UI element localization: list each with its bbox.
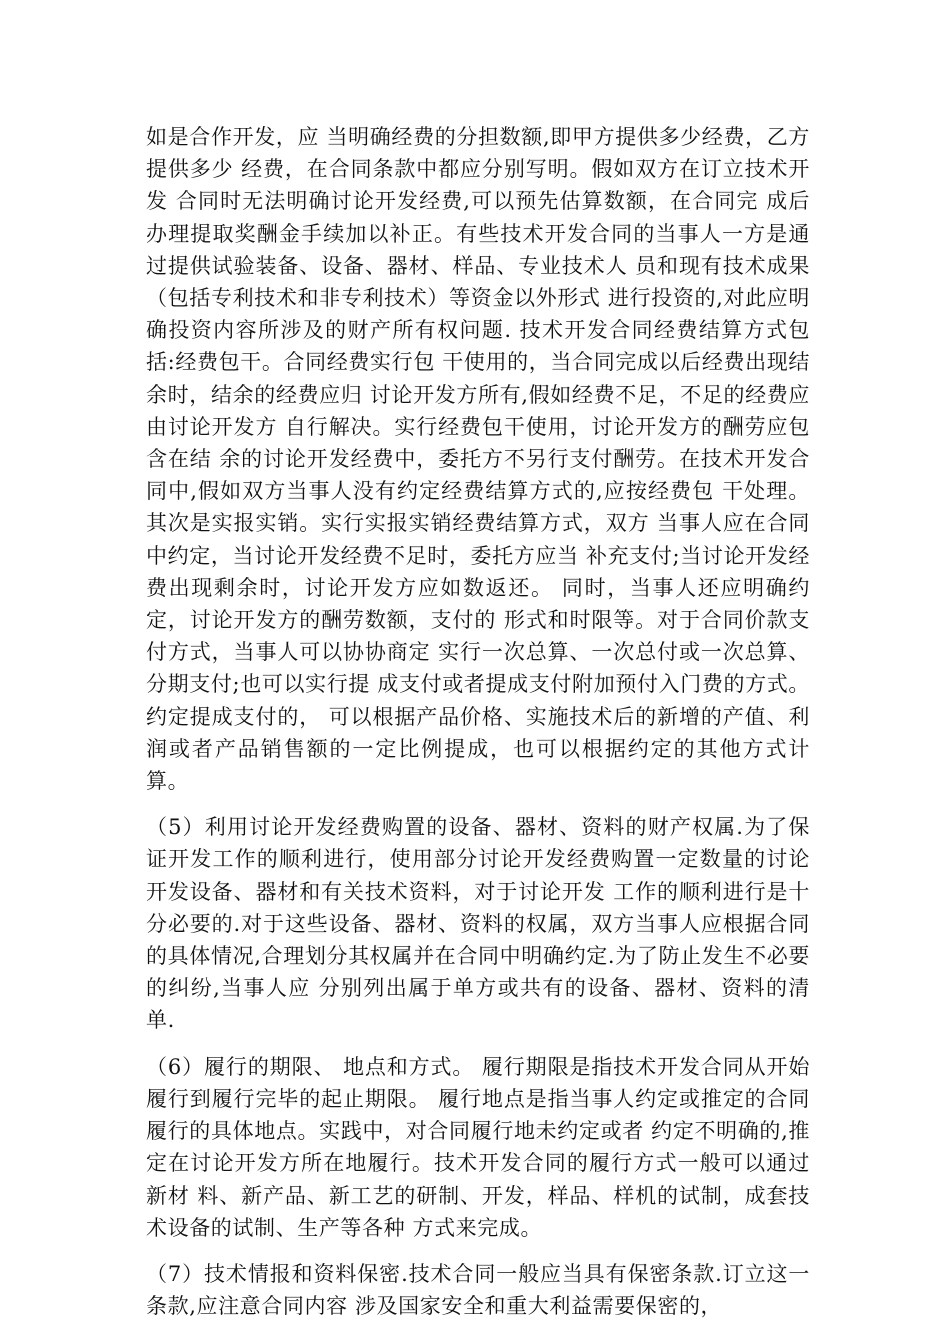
paragraph-7-confidentiality: （7）技术情报和资料保密.技术合同一般应当具有保密条款.订立这一条款,应注意合同内容 涉及国家安全和重大利益需要保密的， bbox=[146, 1261, 810, 1319]
paragraph-6-performance-terms: （6）履行的期限、 地点和方式。 履行期限是指技术开发合同从开始履行到履行完毕的起止期限。 履行地点是指当事人约定或推定的合同履行的具体地点。实践中，对合同履行地未约定或者 约定不明确的,推定在讨论开发方所在地履行。技术开发合同的履行方式一般可以通过新材 料、新产品、新工艺的研制、开发，样品、样机的试制，成套技术设备的试制、生产等各种 方式来完成。 bbox=[146, 1054, 810, 1240]
paragraph-funding: 如是合作开发，应 当明确经费的分担数额,即甲方提供多少经费，乙方提供多少 经费，在合同条款中都应分别写明。假如双方在订立技术开发 合同时无法明确讨论开发经费,可以预先估算数额，在合同完 成后办理提取奖酬金手续加以补正。有些技术开发合同的当事人一方是通过提供试验装备、设备、器材、样品、专业技术人 员和现有技术成果（包括专利技术和非专利技术）等资金以外形式 进行投资的,对此应明确投资内容所涉及的财产所有权问题. 技术开发合同经费结算方式包括:经费包干。合同经费实行包 干使用的，当合同完成以后经费出现结余时，结余的经费应归 讨论开发方所有,假如经费不足，不足的经费应由讨论开发方 自行解决。实行经费包干使用，讨论开发方的酬劳应包含在结 余的讨论开发经费中，委托方不另行支付酬劳。在技术开发合 同中,假如双方当事人没有约定经费结算方式的,应按经费包 干处理。其次是实报实销。实行实报实销经费结算方式，双方 当事人应在合同中约定，当讨论开发经费不足时，委托方应当 补充支付;当讨论开发经费出现剩余时，讨论开发方应如数返还。 同时，当事人还应明确约定，讨论开发方的酬劳数额，支付的 形式和时限等。对于合同价款支付方式，当事人可以协协商定 实行一次总算、一次总付或一次总算、分期支付;也可以实行提 成支付或者提成支付附加预付入门费的方式。约定提成支付的， 可以根据产品价格、实施技术后的新增的产值、利润或者产品销售额的一定比例提成，也可以根据约定的其他方式计算。 bbox=[146, 125, 810, 794]
document-page bbox=[146, 121, 810, 1322]
paragraph-5-equipment-ownership: （5）利用讨论开发经费购置的设备、器材、资料的财产权属.为了保证开发工作的顺利进行，使用部分讨论开发经费购置一定数量的讨论开发设备、器材和有关技术资料，对于讨论开发 工作的顺利进行是十分必要的.对于这些设备、器材、资料的权属，双方当事人应根据合同 的具体情况,合理划分其权属并在合同中明确约定.为了防止发生不必要的纠纷,当事人应 分别列出属于单方或共有的设备、器材、资料的清单. bbox=[146, 815, 810, 1033]
